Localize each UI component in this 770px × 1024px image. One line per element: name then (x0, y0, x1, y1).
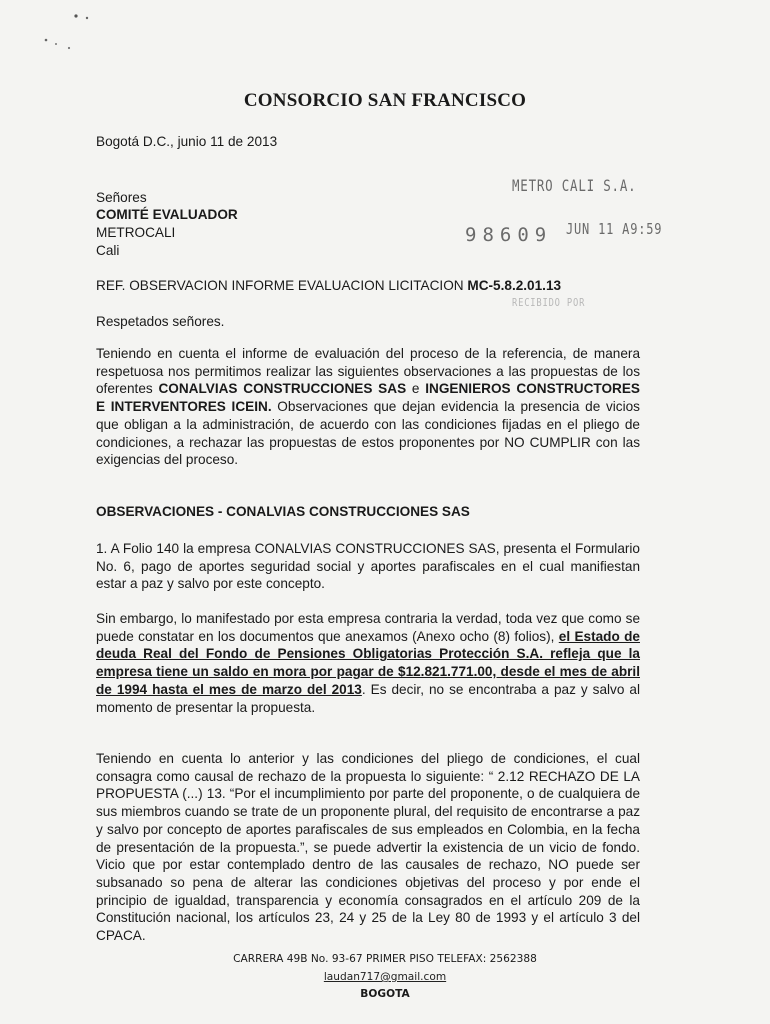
p3-text-c: . Es decir, no se encontraba a paz y salvo al momento de presentar la propuesta. (96, 681, 640, 715)
place-date: Bogotá D.C., junio 11 de 2013 (96, 134, 278, 149)
paragraph-evidence (96, 610, 640, 716)
scan-specks (40, 10, 100, 60)
recipient-salutation: Señores (96, 190, 147, 205)
footer-city: BOGOTA (360, 988, 410, 1000)
p1-text-c: e (406, 381, 426, 397)
footer-email-link[interactable]: laudan717@gmail.com (323, 971, 447, 983)
company-letterhead: CONSORCIO SAN FRANCISCO (243, 90, 527, 111)
paragraph-rejection: Teniendo en cuenta lo anterior y las condiciones del pliego de condiciones, el cual consagra como causal de rechazo de la propuesta lo siguiente: “ 2.12 RECHAZO DE LA PROPUESTA (...) 13. “Por el incumplimiento por parte del proponente, o de cualquiera de sus miembros cuando se trate de un proponente plural, del requisito de encontrarse a paz y salvo por concepto de aportes parafiscales de sus empleados en Colombia, en la fecha de presentación de la propuesta.”, se puede advertir la existencia de un vicio de fondo. Vicio que por estar contemplado dentro de las causales de rechazo, NO puede ser subsanado so pena de alterar las condiciones objetivas del proceso y por ende el principio de igualdad, transparencia y economía consagrados en el artículo 209 de la Constitución nacional, los artículos 23, 24 y 25 de la Ley 80 de 1993 y el artículo 3 del CPACA. (96, 751, 640, 944)
greeting: Respetados señores. (96, 314, 225, 329)
p3-debt-statement: el Estado de deuda Real del Fondo de Pensiones Obligatorias Protección S.A. refleja que la empresa tiene un saldo en mora por pagar de $12.821.771.00, desde el mes de abril de 1994 hasta el mes de marzo del 2013 (96, 628, 640, 697)
reference-line (96, 277, 561, 295)
recipient-city: Cali (96, 243, 120, 258)
paragraph-folio: 1. A Folio 140 la empresa CONALVIAS CONSTRUCCIONES SAS, presenta el Formulario No. 6, pago de aportes seguridad social y aportes parafiscales en el cual manifiestan estar a paz y salvo por este concepto. (96, 541, 640, 592)
section-title: OBSERVACIONES - CONALVIAS CONSTRUCCIONES SAS (96, 504, 470, 519)
reception-stamp-org: METRO CALI S.A. (512, 176, 637, 195)
reception-stamp-date: JUN 11 A9:59 (566, 220, 663, 238)
recipient-committee: COMITÉ EVALUADOR (96, 207, 238, 222)
footer-address: CARRERA 49B No. 93-67 PRIMER PISO TELEFAX: 2562388 (233, 953, 537, 965)
reception-stamp-number: 98609 (465, 224, 553, 246)
p1-bidder-conalvias: CONALVIAS CONSTRUCCIONES SAS (158, 381, 407, 397)
reference-code: MC-5.8.2.01.13 (467, 278, 562, 293)
recipient-org: METROCALI (96, 225, 176, 240)
p1-bidder-icein: INGENIEROS CONSTRUCTORES E INTERVENTORES ICEIN. (96, 381, 640, 415)
p3-text-a: Sin embargo, lo manifestado por esta empresa contraria la verdad, toda vez que como se puede constatar en los documentos que anexamos (Anexo ocho (8) folios), (96, 611, 640, 644)
p1-text-a: Teniendo en cuenta el informe de evaluación del proceso de la referencia, de manera respetuosa nos permitimos realizar las siguientes observaciones a las propuestas de los oferentes (96, 346, 640, 397)
paragraph-intro (96, 345, 640, 469)
reference-prefix: REF. OBSERVACION INFORME EVALUACION LICITACION (96, 278, 468, 293)
reception-stamp-faint: RECIBIDO POR (512, 296, 586, 309)
p1-text-e: Observaciones que dejan evidencia la presencia de vicios que obligan a la administración, de acuerdo con las condiciones fijadas en el pliego de condiciones, a rechazar las propuestas de estos proponentes por NO CUMPLIR con las exigencias del proceso. (96, 399, 640, 468)
